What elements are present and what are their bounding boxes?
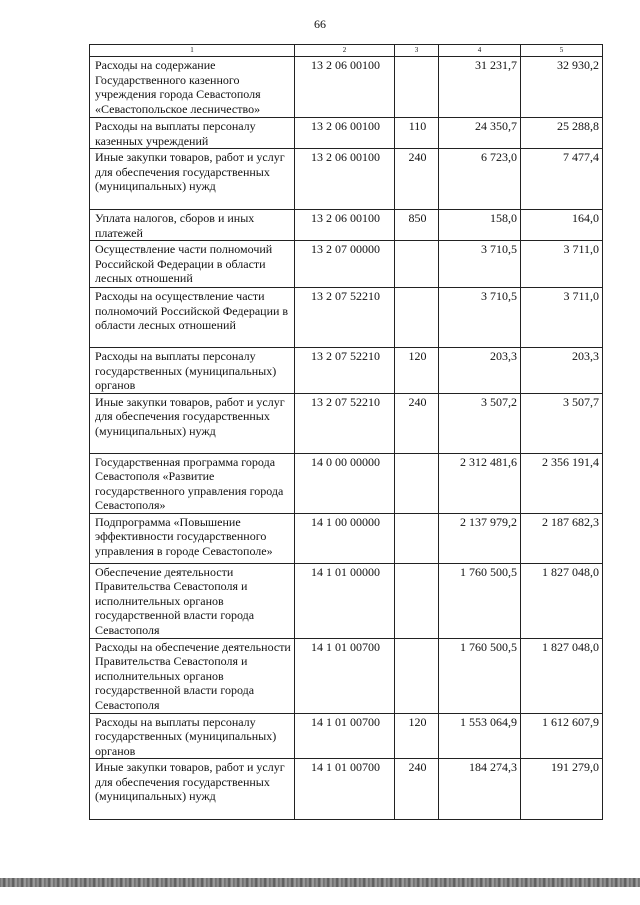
row-type: 240 <box>395 149 439 210</box>
row-code: 14 1 00 00000 <box>295 513 395 563</box>
table-row <box>90 57 603 118</box>
row-value-1: 6 723,0 <box>439 149 521 210</box>
row-name: Осуществление части полномочий Российской Федерации в области лесных отношений <box>90 241 295 288</box>
row-value-2: 3 507,7 <box>521 393 603 453</box>
row-code: 13 2 07 52210 <box>295 393 395 453</box>
row-code: 14 1 01 00700 <box>295 713 395 759</box>
header-col-4: 4 <box>439 45 521 57</box>
row-code: 13 2 07 52210 <box>295 348 395 394</box>
row-type <box>395 288 439 348</box>
row-name: Расходы на осуществление части полномочий Российской Федерации в области лесных отношений <box>90 288 295 348</box>
row-value-2: 2 187 682,3 <box>521 513 603 563</box>
row-code: 13 2 07 00000 <box>295 241 395 288</box>
scan-edge-strip <box>0 878 640 887</box>
row-code: 14 1 01 00000 <box>295 563 395 638</box>
row-code: 14 1 01 00700 <box>295 759 395 820</box>
row-type: 120 <box>395 713 439 759</box>
table-row <box>90 713 603 759</box>
table-row <box>90 638 603 713</box>
row-value-2: 3 711,0 <box>521 288 603 348</box>
table-row <box>90 453 603 513</box>
row-value-2: 191 279,0 <box>521 759 603 820</box>
table-row <box>90 241 603 288</box>
row-type: 240 <box>395 393 439 453</box>
table-row <box>90 348 603 394</box>
row-type <box>395 453 439 513</box>
row-value-1: 184 274,3 <box>439 759 521 820</box>
row-value-2: 32 930,2 <box>521 57 603 118</box>
row-value-1: 2 137 979,2 <box>439 513 521 563</box>
row-value-1: 1 760 500,5 <box>439 563 521 638</box>
row-code: 14 1 01 00700 <box>295 638 395 713</box>
row-value-1: 3 507,2 <box>439 393 521 453</box>
table-row <box>90 759 603 820</box>
row-type <box>395 57 439 118</box>
row-value-2: 25 288,8 <box>521 118 603 149</box>
row-type: 240 <box>395 759 439 820</box>
header-row <box>90 45 603 57</box>
row-code: 13 2 07 52210 <box>295 288 395 348</box>
row-value-1: 31 231,7 <box>439 57 521 118</box>
table-row <box>90 513 603 563</box>
row-name: Расходы на выплаты персоналу государственных (муниципальных) органов <box>90 713 295 759</box>
row-value-1: 3 710,5 <box>439 241 521 288</box>
row-type: 120 <box>395 348 439 394</box>
row-name: Уплата налогов, сборов и иных платежей <box>90 210 295 241</box>
row-value-1: 203,3 <box>439 348 521 394</box>
row-name: Расходы на обеспечение деятельности Правительства Севастополя и исполнительных органов государственной власти города Севастополя <box>90 638 295 713</box>
row-name: Иные закупки товаров, работ и услуг для обеспечения государственных (муниципальных) нужд <box>90 149 295 210</box>
table-row <box>90 149 603 210</box>
row-type: 110 <box>395 118 439 149</box>
header-col-5: 5 <box>521 45 603 57</box>
row-code: 13 2 06 00100 <box>295 57 395 118</box>
row-value-2: 1 827 048,0 <box>521 563 603 638</box>
row-name: Расходы на содержание Государственного казенного учреждения города Севастополя «Севастопольское лесничество» <box>90 57 295 118</box>
row-value-2: 7 477,4 <box>521 149 603 210</box>
row-value-1: 1 760 500,5 <box>439 638 521 713</box>
row-value-2: 2 356 191,4 <box>521 453 603 513</box>
page-number: 66 <box>314 17 326 31</box>
row-value-1: 1 553 064,9 <box>439 713 521 759</box>
row-name: Расходы на выплаты персоналу казенных учреждений <box>90 118 295 149</box>
budget-table <box>89 44 603 820</box>
row-code: 13 2 06 00100 <box>295 149 395 210</box>
table-row <box>90 563 603 638</box>
row-value-2: 3 711,0 <box>521 241 603 288</box>
row-name: Государственная программа города Севастополя «Развитие государственного управления города Севастополя» <box>90 453 295 513</box>
row-code: 13 2 06 00100 <box>295 118 395 149</box>
row-name: Иные закупки товаров, работ и услуг для обеспечения государственных (муниципальных) нужд <box>90 759 295 820</box>
row-code: 14 0 00 00000 <box>295 453 395 513</box>
row-value-1: 158,0 <box>439 210 521 241</box>
row-value-2: 1 612 607,9 <box>521 713 603 759</box>
row-value-1: 2 312 481,6 <box>439 453 521 513</box>
row-type <box>395 638 439 713</box>
table-row <box>90 288 603 348</box>
row-name: Иные закупки товаров, работ и услуг для обеспечения государственных (муниципальных) нужд <box>90 393 295 453</box>
header-col-2: 2 <box>295 45 395 57</box>
row-value-2: 164,0 <box>521 210 603 241</box>
row-name: Подпрограмма «Повышение эффективности государственного управления в городе Севастополе» <box>90 513 295 563</box>
header-col-3: 3 <box>395 45 439 57</box>
row-value-1: 24 350,7 <box>439 118 521 149</box>
row-code: 13 2 06 00100 <box>295 210 395 241</box>
row-name: Расходы на выплаты персоналу государственных (муниципальных) органов <box>90 348 295 394</box>
table-row <box>90 210 603 241</box>
row-type <box>395 513 439 563</box>
table-row <box>90 118 603 149</box>
table-row <box>90 393 603 453</box>
row-type: 850 <box>395 210 439 241</box>
row-name: Обеспечение деятельности Правительства Севастополя и исполнительных органов государственной власти города Севастополя <box>90 563 295 638</box>
row-type <box>395 563 439 638</box>
row-value-1: 3 710,5 <box>439 288 521 348</box>
row-type <box>395 241 439 288</box>
row-value-2: 1 827 048,0 <box>521 638 603 713</box>
header-col-1: 1 <box>90 45 295 57</box>
row-value-2: 203,3 <box>521 348 603 394</box>
